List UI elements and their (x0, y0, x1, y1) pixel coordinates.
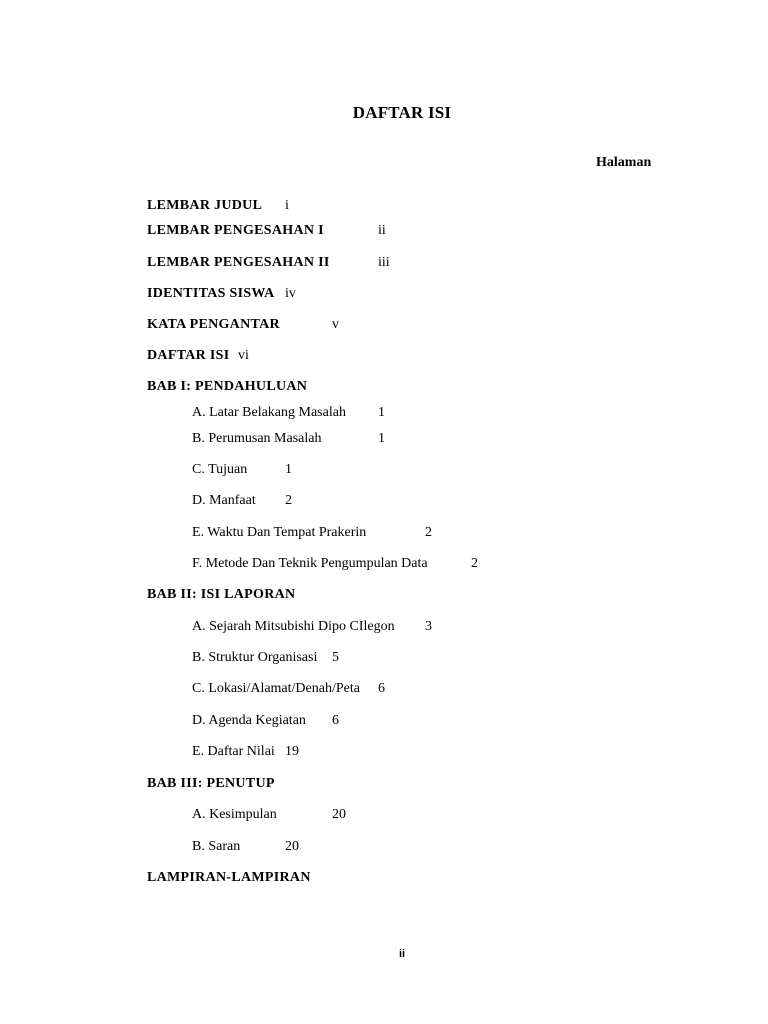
toc-entry-page-number: 2 (425, 525, 432, 540)
toc-chapter-lampiran (147, 869, 311, 887)
toc-entry-sejarah (192, 618, 432, 636)
toc-entry-label: E. Daftar Nilai (192, 744, 275, 759)
toc-entry-label: E. Waktu Dan Tempat Prakerin (192, 525, 367, 540)
toc-entry-agenda-kegiatan (192, 712, 339, 730)
toc-entry-struktur-organisasi (192, 649, 339, 667)
toc-entry-page-number: iii (378, 255, 390, 270)
toc-entry-manfaat (192, 492, 292, 510)
toc-entry-label: LEMBAR PENGESAHAN I (147, 223, 324, 238)
toc-entry-page-number: 20 (285, 839, 299, 854)
toc-entry-page-number: 2 (285, 493, 292, 508)
toc-entry-daftar-nilai (192, 743, 299, 761)
toc-entry-label: F. Metode Dan Teknik Pengumpulan Data (192, 556, 428, 571)
toc-entry-page-number: iv (285, 286, 296, 301)
toc-entry-lokasi (192, 680, 385, 698)
toc-entry-page-number: 1 (378, 405, 385, 420)
toc-entry-page-number: 6 (378, 681, 385, 696)
toc-chapter-label: LAMPIRAN-LAMPIRAN (147, 870, 311, 885)
toc-chapter-bab-1 (147, 378, 307, 396)
toc-entry-label: C. Tujuan (192, 462, 248, 477)
toc-entry-perumusan-masalah (192, 430, 385, 448)
toc-entry-page-number: 6 (332, 713, 339, 728)
toc-entry-page-number: 19 (285, 744, 299, 759)
toc-entry-label: A. Latar Belakang Masalah (192, 405, 346, 420)
toc-entry-page-number: vi (238, 348, 249, 363)
toc-entry-tujuan (192, 461, 292, 479)
toc-entry-label: B. Perumusan Masalah (192, 431, 322, 446)
toc-entry-page-number: i (285, 198, 289, 213)
toc-entry-page-number: 2 (471, 556, 478, 571)
toc-entry-label: LEMBAR JUDUL (147, 198, 263, 213)
toc-entry-metode-teknik (192, 555, 478, 573)
toc-entry-page-number: 5 (332, 650, 339, 665)
toc-entry-label: IDENTITAS SISWA (147, 286, 275, 301)
toc-entry-label: LEMBAR PENGESAHAN II (147, 255, 330, 270)
page-title: DAFTAR ISI (352, 103, 452, 122)
toc-entry-lembar-pengesahan-2 (147, 254, 390, 272)
toc-entry-saran (192, 838, 299, 856)
page-column-header: Halaman (596, 155, 652, 170)
toc-entry-page-number: 20 (332, 807, 346, 822)
toc-entry-label: B. Saran (192, 839, 241, 854)
footer-page-number: ii (398, 948, 406, 960)
toc-chapter-bab-3 (147, 775, 275, 793)
toc-entry-page-number: 1 (285, 462, 292, 477)
toc-entry-waktu-tempat (192, 524, 432, 542)
toc-entry-label: A. Sejarah Mitsubishi Dipo CIlegon (192, 619, 395, 634)
toc-entry-label: B. Struktur Organisasi (192, 650, 318, 665)
toc-entry-page-number: v (332, 317, 339, 332)
toc-entry-latar-belakang (192, 404, 385, 422)
toc-entry-daftar-isi (147, 347, 249, 365)
toc-entry-label: D. Agenda Kegiatan (192, 713, 306, 728)
toc-entry-identitas-siswa (147, 285, 296, 303)
toc-chapter-label: BAB II: ISI LAPORAN (147, 587, 296, 602)
toc-entry-lembar-pengesahan-1 (147, 222, 386, 240)
toc-entry-label: C. Lokasi/Alamat/Denah/Peta (192, 681, 360, 696)
toc-entry-label: KATA PENGANTAR (147, 317, 280, 332)
toc-chapter-bab-2 (147, 586, 295, 604)
toc-entry-label: A. Kesimpulan (192, 807, 277, 822)
toc-chapter-label: BAB III: PENUTUP (147, 776, 275, 791)
toc-chapter-label: BAB I: PENDAHULUAN (147, 379, 308, 394)
toc-entry-page-number: ii (378, 223, 386, 238)
toc-entry-page-number: 3 (425, 619, 432, 634)
toc-entry-page-number: 1 (378, 431, 385, 446)
toc-entry-lembar-judul (147, 197, 289, 215)
toc-entry-label: D. Manfaat (192, 493, 256, 508)
toc-entry-kesimpulan (192, 806, 346, 824)
toc-entry-kata-pengantar (147, 316, 339, 334)
toc-entry-label: DAFTAR ISI (147, 348, 230, 363)
